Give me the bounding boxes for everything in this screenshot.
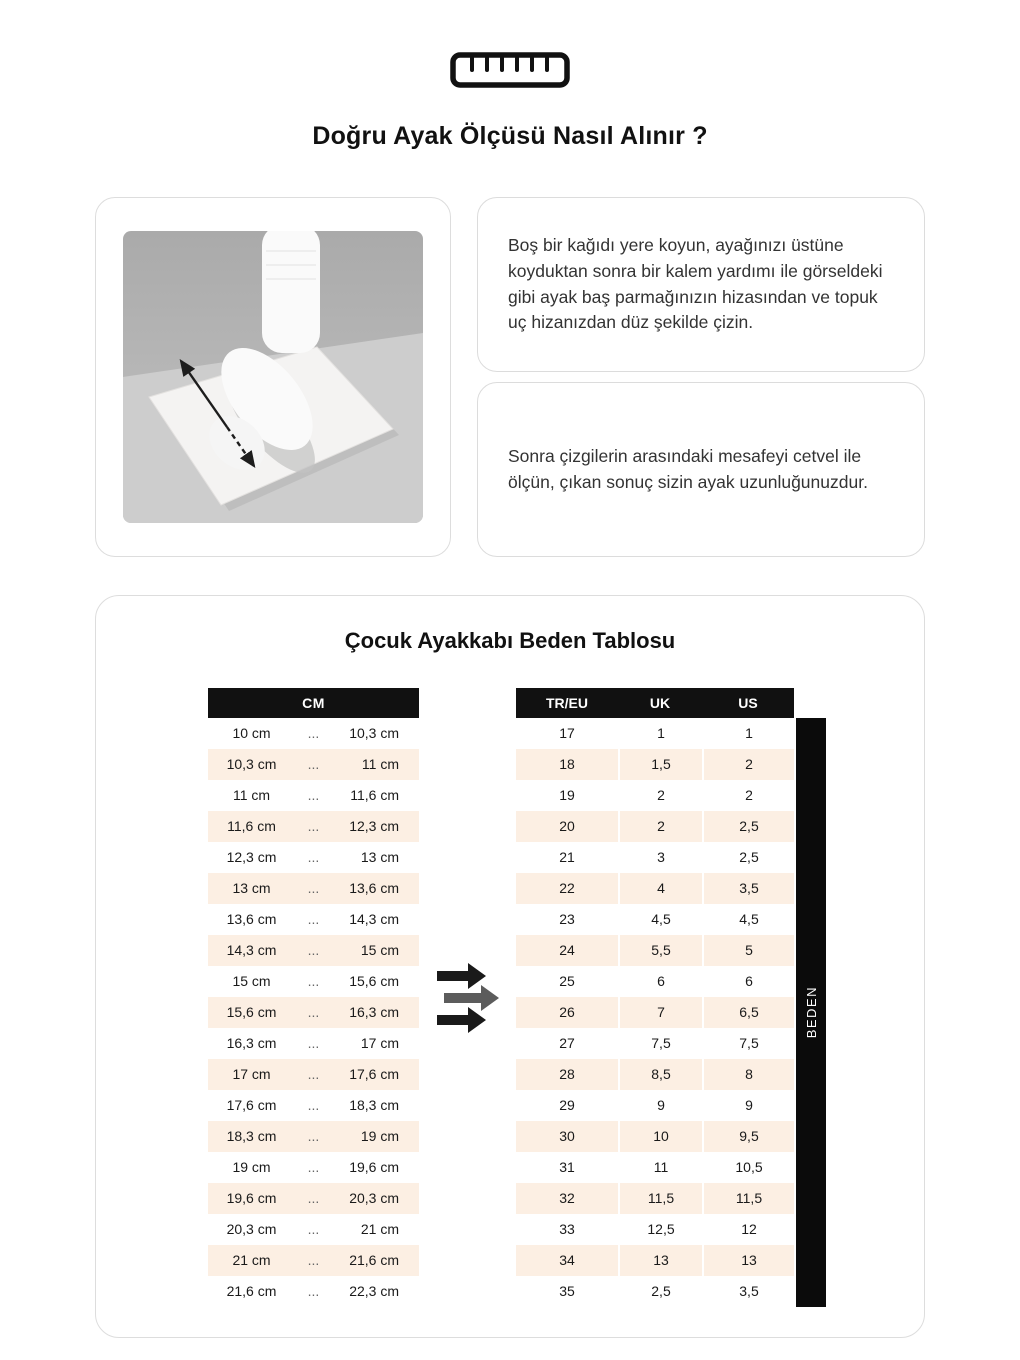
us-value: 2,5 — [702, 811, 794, 842]
uk-value: 5,5 — [618, 935, 702, 966]
cm-table-row — [208, 1090, 419, 1121]
measurement-instructions-section — [95, 197, 925, 557]
range-separator: ... — [307, 1066, 320, 1082]
cm-from-value: 19,6 cm — [226, 1190, 277, 1206]
uk-value: 7,5 — [618, 1028, 702, 1059]
cm-table-row — [208, 811, 419, 842]
cm-from-value: 21 cm — [232, 1252, 271, 1268]
range-separator: ... — [307, 756, 320, 772]
cm-to-value: 21,6 cm — [349, 1252, 399, 1268]
cm-from-value: 13 cm — [232, 880, 271, 896]
cm-from-value: 17,6 cm — [226, 1097, 277, 1113]
cm-to-value: 18,3 cm — [349, 1097, 399, 1113]
range-separator: ... — [307, 1097, 320, 1113]
cm-from-value: 10 cm — [232, 725, 271, 741]
size-table — [516, 688, 794, 1307]
size-table-row — [516, 1152, 794, 1183]
cm-table-row — [208, 842, 419, 873]
cm-to-value: 13 cm — [360, 849, 399, 865]
cm-from-value: 18,3 cm — [226, 1128, 277, 1144]
instruction-step-2-text: Sonra çizgilerin arasındaki mesafeyi cetvel ile ölçün, çıkan sonuç sizin ayak uzunluğunuzdur. — [508, 445, 868, 492]
cm-to-value: 19 cm — [360, 1128, 399, 1144]
uk-value: 11,5 — [618, 1183, 702, 1214]
cm-table-row — [208, 1214, 419, 1245]
cm-table-row — [208, 1183, 419, 1214]
uk-value: 7 — [618, 997, 702, 1028]
instruction-steps — [477, 197, 925, 557]
tr-eu-value: 19 — [559, 787, 575, 803]
cm-to-value: 16,3 cm — [349, 1004, 399, 1020]
tr-eu-value: 25 — [559, 973, 575, 989]
us-value: 8 — [702, 1059, 794, 1090]
size-chart-title: Çocuk Ayakkabı Beden Tablosu — [344, 628, 676, 653]
tr-eu-value: 24 — [559, 942, 575, 958]
cm-to-value: 12,3 cm — [349, 818, 399, 834]
us-value: 12 — [702, 1214, 794, 1245]
size-table-row — [516, 1028, 794, 1059]
cm-to-value: 10,3 cm — [349, 725, 399, 741]
size-chart-card — [95, 595, 925, 1338]
uk-value: 2 — [618, 811, 702, 842]
range-separator: ... — [307, 973, 320, 989]
us-value: 2 — [702, 749, 794, 780]
cm-table-row — [208, 749, 419, 780]
cm-from-value: 16,3 cm — [226, 1035, 277, 1051]
cm-table-row — [208, 873, 419, 904]
range-separator: ... — [307, 1128, 320, 1144]
col-header-tr-eu: TR/EU — [546, 695, 588, 711]
cm-from-value: 11,6 cm — [227, 818, 276, 834]
range-separator: ... — [307, 1221, 320, 1237]
size-table-body — [516, 718, 794, 1307]
tr-eu-value: 31 — [559, 1159, 575, 1175]
cm-table-row — [208, 718, 419, 749]
uk-value: 8,5 — [618, 1059, 702, 1090]
tr-eu-value: 18 — [559, 756, 575, 772]
cm-to-value: 11 cm — [361, 756, 399, 772]
cm-from-value: 20,3 cm — [226, 1221, 277, 1237]
cm-to-value: 15,6 cm — [349, 973, 399, 989]
cm-to-value: 22,3 cm — [349, 1283, 399, 1299]
size-table-row — [516, 842, 794, 873]
us-value: 2,5 — [702, 842, 794, 873]
range-separator: ... — [307, 1035, 320, 1051]
range-separator: ... — [307, 725, 320, 741]
size-table-row — [516, 1121, 794, 1152]
range-separator: ... — [307, 1252, 320, 1268]
cm-from-value: 19 cm — [232, 1159, 271, 1175]
size-table-header — [516, 688, 794, 718]
tr-eu-value: 27 — [559, 1035, 575, 1051]
uk-value: 3 — [618, 842, 702, 873]
cm-table-row — [208, 935, 419, 966]
range-separator: ... — [307, 787, 320, 803]
size-table-row — [516, 966, 794, 997]
uk-value: 10 — [618, 1121, 702, 1152]
tr-eu-value: 30 — [559, 1128, 575, 1144]
cm-from-value: 13,6 cm — [226, 911, 277, 927]
us-value: 3,5 — [702, 1276, 794, 1307]
us-value: 11,5 — [702, 1183, 794, 1214]
uk-value: 4 — [618, 873, 702, 904]
cm-table-row — [208, 966, 419, 997]
range-separator: ... — [307, 1004, 320, 1020]
cm-table-row — [208, 1121, 419, 1152]
cm-to-value: 13,6 cm — [349, 880, 399, 896]
cm-table-row — [208, 780, 419, 811]
cm-to-value: 21 cm — [360, 1221, 399, 1237]
cm-from-value: 15,6 cm — [226, 1004, 277, 1020]
cm-from-value: 12,3 cm — [226, 849, 277, 865]
size-table-row — [516, 749, 794, 780]
size-table-row — [516, 1183, 794, 1214]
foot-photo-card — [95, 197, 451, 557]
tr-eu-value: 34 — [559, 1252, 575, 1268]
foot-measurement-photo — [123, 231, 423, 523]
size-table-row — [516, 1245, 794, 1276]
col-header-uk: UK — [649, 695, 671, 711]
cm-table-row — [208, 1152, 419, 1183]
cm-table-row — [208, 1245, 419, 1276]
arrows-right-icon — [419, 688, 516, 1307]
page-title: Doğru Ayak Ölçüsü Nasıl Alınır ? — [312, 122, 708, 150]
us-value: 9,5 — [702, 1121, 794, 1152]
size-table-row — [516, 904, 794, 935]
us-value: 5 — [702, 935, 794, 966]
range-separator: ... — [307, 849, 320, 865]
tr-eu-value: 22 — [559, 880, 575, 896]
uk-value: 1 — [618, 718, 702, 749]
size-table-row — [516, 811, 794, 842]
cm-to-value: 15 cm — [360, 942, 399, 958]
cm-from-value: 21,6 cm — [226, 1283, 277, 1299]
cm-from-value: 17 cm — [232, 1066, 271, 1082]
us-value: 6,5 — [702, 997, 794, 1028]
us-value: 3,5 — [702, 873, 794, 904]
cm-to-value: 19,6 cm — [349, 1159, 399, 1175]
uk-value: 4,5 — [618, 904, 702, 935]
size-table-row — [516, 935, 794, 966]
size-table-row — [516, 1214, 794, 1245]
cm-to-value: 17 cm — [360, 1035, 399, 1051]
instruction-step-1-text: Boş bir kağıdı yere koyun, ayağınızı üstüne koyduktan sonra bir kalem yardımı ile görseldeki gibi ayak baş parmağınızın hizasından ve topuk uç hizanızdan düz şekilde çizin. — [508, 235, 883, 333]
cm-to-value: 20,3 cm — [349, 1190, 399, 1206]
cm-to-value: 17,6 cm — [349, 1066, 399, 1082]
uk-value: 13 — [618, 1245, 702, 1276]
cm-table-row — [208, 904, 419, 935]
cm-from-value: 11 cm — [232, 787, 271, 803]
ruler-icon — [0, 50, 1020, 90]
instruction-step-2 — [477, 382, 925, 557]
range-separator: ... — [307, 1159, 320, 1175]
size-tables — [96, 688, 924, 1307]
us-value: 6 — [702, 966, 794, 997]
uk-value: 11 — [618, 1152, 702, 1183]
tr-eu-value: 35 — [559, 1283, 575, 1299]
uk-value: 2,5 — [618, 1276, 702, 1307]
us-value: 10,5 — [702, 1152, 794, 1183]
us-value: 2 — [702, 780, 794, 811]
cm-table-header: CM — [208, 688, 419, 718]
range-separator: ... — [307, 1283, 320, 1299]
uk-value: 6 — [618, 966, 702, 997]
range-separator: ... — [307, 911, 320, 927]
tr-eu-value: 32 — [559, 1190, 575, 1206]
beden-label: BEDEN — [803, 986, 819, 1039]
cm-table-row — [208, 1276, 419, 1307]
tr-eu-value: 20 — [559, 818, 575, 834]
us-value: 13 — [702, 1245, 794, 1276]
cm-from-value: 14,3 cm — [226, 942, 277, 958]
size-table-row — [516, 1059, 794, 1090]
size-table-row — [516, 718, 794, 749]
tr-eu-value: 28 — [559, 1066, 575, 1082]
instruction-step-1 — [477, 197, 925, 372]
us-value: 7,5 — [702, 1028, 794, 1059]
uk-value: 2 — [618, 780, 702, 811]
us-value: 4,5 — [702, 904, 794, 935]
tr-eu-value: 17 — [559, 725, 575, 741]
cm-to-value: 14,3 cm — [349, 911, 399, 927]
us-value: 1 — [702, 718, 794, 749]
size-table-row — [516, 780, 794, 811]
us-value: 9 — [702, 1090, 794, 1121]
tr-eu-value: 23 — [559, 911, 575, 927]
tr-eu-value: 21 — [559, 849, 575, 865]
size-table-row — [516, 997, 794, 1028]
col-header-us: US — [738, 695, 758, 711]
tr-eu-value: 33 — [559, 1221, 575, 1237]
range-separator: ... — [307, 942, 320, 958]
uk-value: 9 — [618, 1090, 702, 1121]
size-table-row — [516, 1090, 794, 1121]
cm-table-body — [208, 718, 419, 1307]
cm-from-value: 10,3 cm — [226, 756, 277, 772]
range-separator: ... — [307, 1190, 320, 1206]
cm-table-row — [208, 1028, 419, 1059]
cm-table — [208, 688, 419, 1307]
cm-table-row — [208, 997, 419, 1028]
size-table-row — [516, 873, 794, 904]
range-separator: ... — [307, 880, 320, 896]
cm-to-value: 11,6 cm — [350, 787, 399, 803]
uk-value: 12,5 — [618, 1214, 702, 1245]
beden-sidebar — [796, 718, 826, 1307]
range-separator: ... — [307, 818, 320, 834]
uk-value: 1,5 — [618, 749, 702, 780]
cm-from-value: 15 cm — [232, 973, 271, 989]
tr-eu-value: 29 — [559, 1097, 575, 1113]
size-table-row — [516, 1276, 794, 1307]
tr-eu-value: 26 — [559, 1004, 575, 1020]
cm-table-row — [208, 1059, 419, 1090]
